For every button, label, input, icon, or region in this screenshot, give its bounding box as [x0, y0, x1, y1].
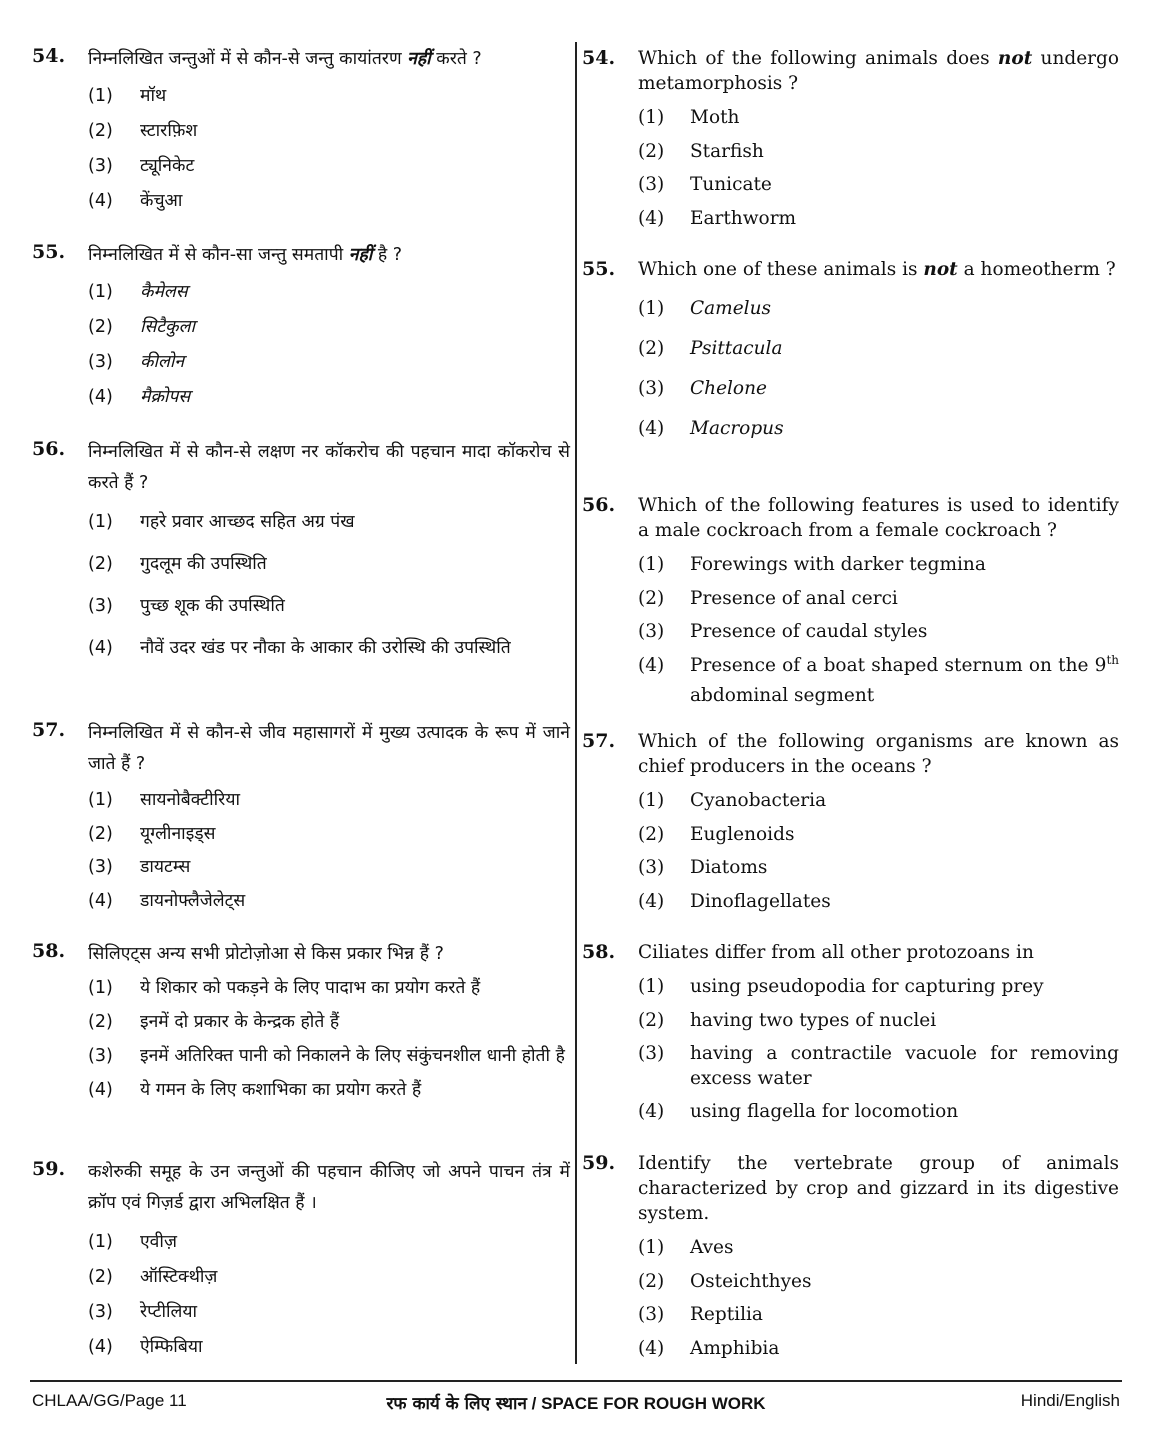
option-4: (4) डायनोफ्लैजेलेट्स: [88, 890, 246, 911]
option-1: (1) मॉथ: [88, 86, 167, 106]
option-4: (4) using flagella for locomotion: [638, 1101, 959, 1122]
question-text: निम्नलिखित में से कौन-से जीव महासागरों में मुख्य उत्पादक के रूप में जाने जाते हैं ?: [88, 723, 570, 774]
option-2: (2) सिटैकुला: [88, 317, 196, 337]
rough-work-label: रफ कार्य के लिए स्थान / SPACE FOR ROUGH WORK: [386, 1394, 766, 1414]
option-3: (3) ट्यूनिकेट: [88, 156, 195, 176]
question-56-hi: [32, 437, 570, 664]
option-3: (3) Tunicate: [638, 174, 772, 195]
option-1: (1) Cyanobacteria: [638, 790, 827, 811]
option-4: (4) केंचुआ: [88, 191, 183, 211]
language-label: Hindi/English: [1020, 1391, 1120, 1410]
option-1: (1) Camelus: [638, 298, 772, 319]
question-59-hi: [32, 1157, 570, 1365]
question-text: निम्नलिखित में से कौन-से लक्षण नर कॉकरोच की पहचान मादा कॉकरोच से करते हैं ?: [88, 442, 570, 493]
question-56-en: [582, 493, 1119, 711]
emphasis-word: नहीं: [407, 49, 431, 69]
question-number: 55.: [582, 258, 616, 280]
option-3: (3) having a contractile vacuole for removing excess water: [638, 1043, 1119, 1089]
question-number: 57.: [32, 719, 66, 741]
question-number: 57.: [582, 730, 616, 752]
page-footer: [32, 1391, 1120, 1415]
emphasis-word: not: [923, 259, 958, 280]
question-text: निम्नलिखित जन्तुओं में से कौन-से जन्तु कायांतरण नहीं करते ?: [88, 49, 482, 69]
footer-rule: [30, 1380, 1122, 1382]
option-3: (3) Presence of caudal styles: [638, 621, 928, 642]
question-text: निम्नलिखित में से कौन-सा जन्तु समतापी नहीं है ?: [88, 245, 402, 265]
option-1: (1) ये शिकार को पकड़ने के लिए पादाभ का प्रयोग करते हैं: [88, 978, 481, 998]
question-59-en: [582, 1151, 1119, 1365]
option-4: (4) ये गमन के लिए कशाभिका का प्रयोग करते हैं: [88, 1080, 422, 1100]
question-54-en: [582, 46, 1119, 235]
option-1: (1) Forewings with darker tegmina: [638, 554, 986, 575]
question-58-hi: [32, 939, 570, 1104]
question-number: 58.: [582, 941, 616, 963]
option-4: (4) Macropus: [638, 418, 784, 439]
option-3: (3) पुच्छ शूक की उपस्थिति: [88, 596, 285, 616]
option-2: (2) इनमें दो प्रकार के केन्द्रक होते हैं: [88, 1012, 340, 1032]
option-2: (2) ऑस्टिक्थीज़: [88, 1267, 218, 1287]
emphasis-word: not: [997, 48, 1033, 69]
option-4: (4) ऐम्फिबिया: [88, 1337, 203, 1357]
option-1: (1) using pseudopodia for capturing prey: [638, 976, 1044, 997]
option-1: (1) गहरे प्रवार आच्छद सहित अग्र पंख: [88, 512, 355, 532]
question-number: 59.: [582, 1152, 616, 1174]
option-2: (2) Starfish: [638, 140, 764, 162]
option-2: (2) यूग्लीनाइड्स: [88, 823, 216, 844]
option-4: (4) मैक्रोपस: [88, 387, 191, 407]
emphasis-word: नहीं: [348, 245, 373, 265]
option-3: (3) रेप्टीलिया: [88, 1302, 198, 1322]
option-4: (4) नौवें उदर खंड पर नौका के आकार की उरोस्थि की उपस्थिति: [88, 638, 511, 658]
option-4: (4) Dinoflagellates: [638, 890, 831, 912]
option-2: (2) Euglenoids: [638, 823, 795, 845]
question-number: 56.: [32, 438, 66, 460]
question-57-hi: [32, 718, 570, 918]
option-3: (3) Reptilia: [638, 1304, 763, 1325]
option-1: (1) सायनोबैक्टीरिया: [88, 790, 241, 810]
question-number: 55.: [32, 241, 66, 263]
option-3: (3) Chelone: [638, 378, 767, 399]
question-54-hi: [32, 44, 570, 219]
question-number: 56.: [582, 494, 616, 516]
question-text: सिलिएट्स अन्य सभी प्रोटोज़ोआ से किस प्रकार भिन्न हैं ?: [88, 944, 444, 964]
option-1: (1) Aves: [638, 1237, 734, 1258]
option-2: (2) Osteichthyes: [638, 1270, 812, 1292]
question-text: Which of the following organisms are known as chief producers in the oceans ?: [638, 731, 1119, 777]
option-2: (2) गुदलूम की उपस्थिति: [88, 554, 267, 574]
option-2: (2) Presence of anal cerci: [638, 587, 898, 609]
option-3: (3) डायटम्स: [88, 857, 191, 877]
option-4: (4) Amphibia: [638, 1337, 780, 1359]
option-3: (3) इनमें अतिरिक्त पानी को निकालने के लिए संकुंचनशील धानी होती है: [88, 1046, 565, 1066]
option-2: (2) Psittacula: [638, 338, 783, 359]
column-divider: [575, 42, 577, 1364]
option-4: (4) Earthworm: [638, 207, 797, 229]
page-code: CHLAA/GG/Page 11: [32, 1391, 187, 1410]
question-text: Identify the vertebrate group of animals characterized by crop and gizzard in its digestive system.: [638, 1153, 1119, 1224]
question-55-hi: [32, 240, 570, 415]
question-55-en: [582, 257, 1119, 449]
question-text: Ciliates differ from all other protozoans in: [638, 942, 1034, 963]
option-1: (1) एवीज़: [88, 1232, 177, 1252]
option-1: (1) कैमेलस: [88, 282, 188, 302]
option-3: (3) Diatoms: [638, 857, 768, 878]
question-number: 54.: [32, 45, 66, 67]
question-number: 54.: [582, 47, 616, 69]
question-58-en: [582, 940, 1119, 1129]
option-1: (1) Moth: [638, 107, 740, 128]
option-2: (2) स्टारफ़िश: [88, 121, 198, 141]
question-text: Which one of these animals is not a homeotherm ?: [638, 259, 1116, 280]
question-text: कशेरुकी समूह के उन जन्तुओं की पहचान कीजिए जो अपने पाचन तंत्र में क्रॉप एवं गिज़र्ड द्वारा अभिलक्षित हैं ।: [88, 1162, 570, 1213]
option-2: (2) having two types of nuclei: [638, 1009, 937, 1031]
question-text: Which of the following animals does not undergo metamorphosis ?: [638, 48, 1120, 94]
question-number: 58.: [32, 940, 66, 962]
option-3: (3) कीलोन: [88, 352, 185, 372]
question-text: Which of the following features is used to identify a male cockroach from a female cockroach ?: [638, 495, 1119, 541]
question-57-en: [582, 729, 1119, 918]
question-number: 59.: [32, 1158, 66, 1180]
option-4: (4) Presence of a boat shaped sternum on the 9th abdominal segment: [638, 652, 1119, 706]
